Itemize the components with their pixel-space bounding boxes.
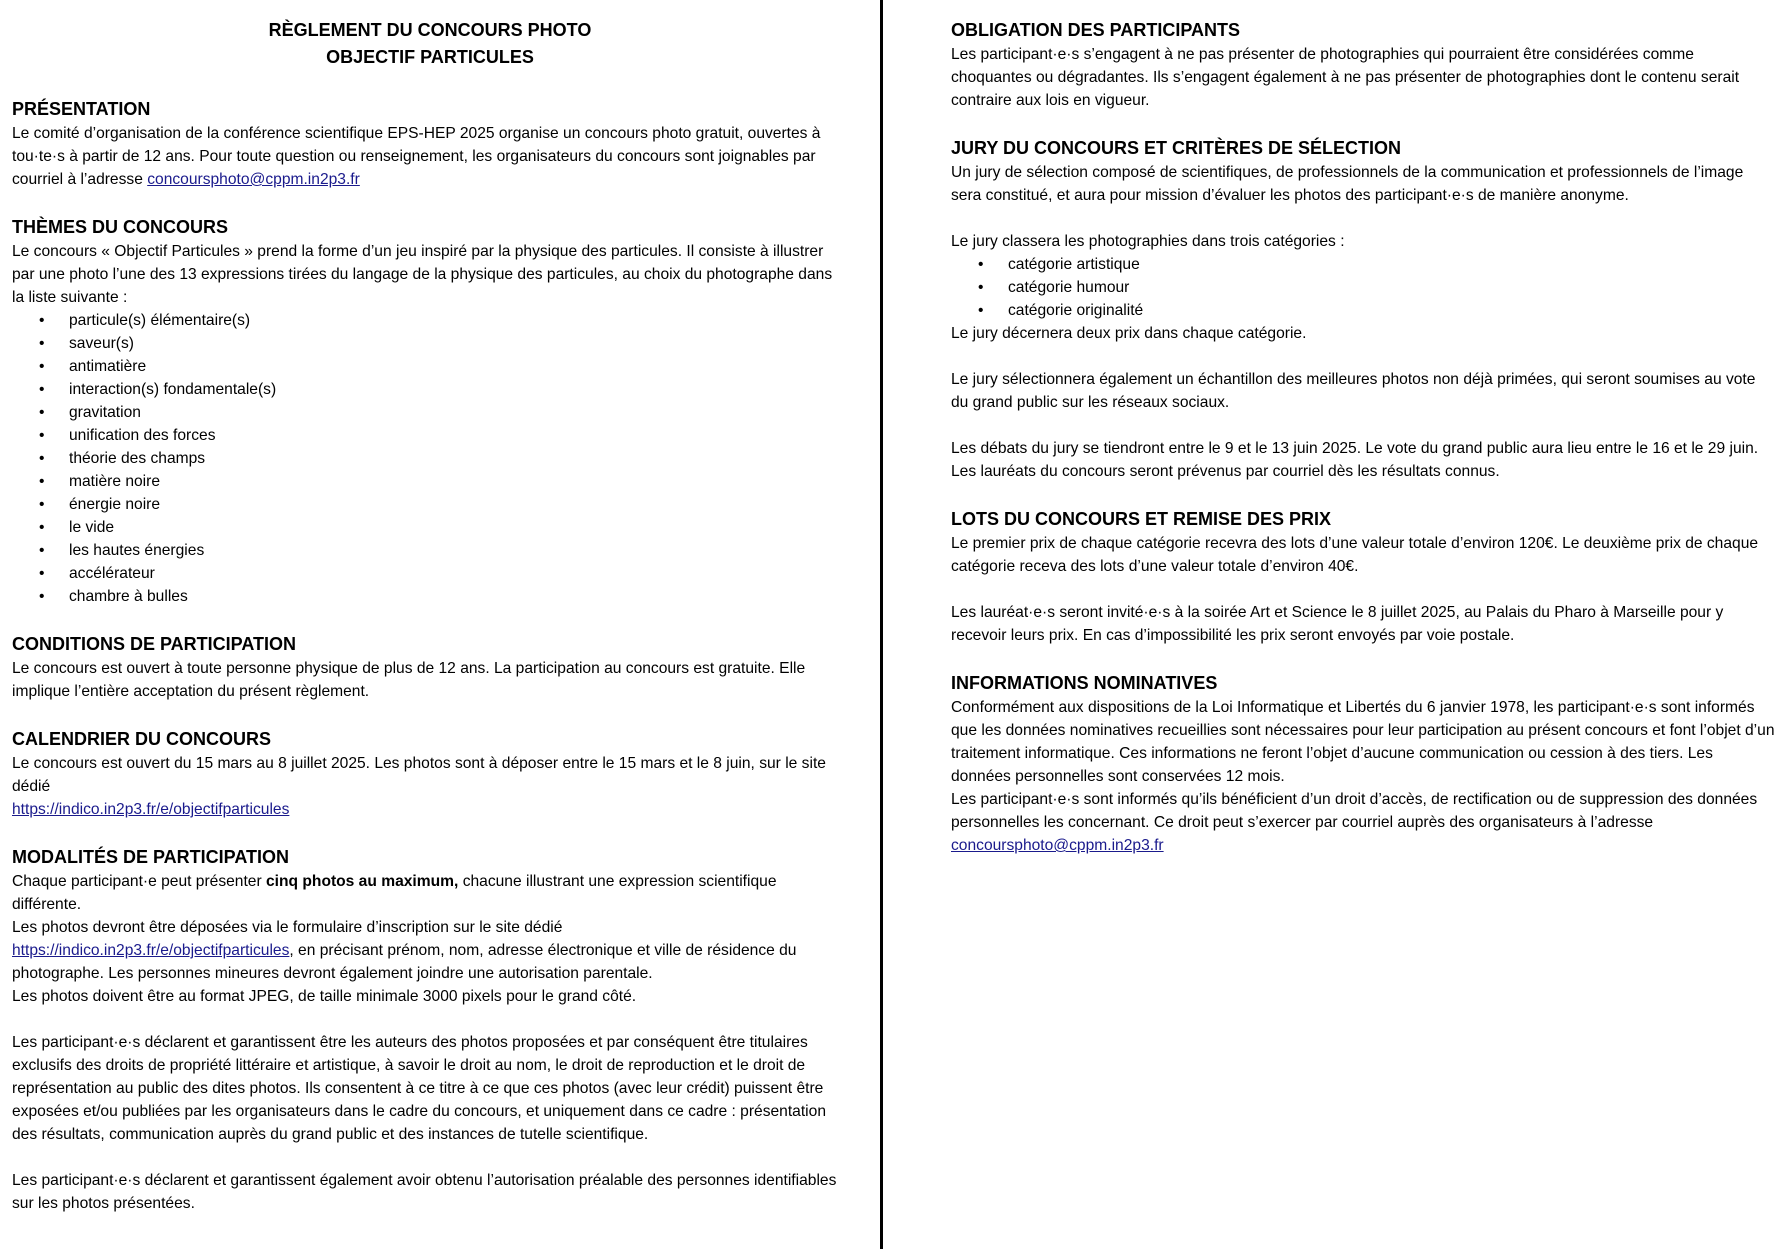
modalites-p1-start: Chaque participant·e peut présenter	[12, 873, 266, 890]
section-heading-presentation: PRÉSENTATION	[12, 99, 151, 119]
jury-paragraph-2: Le jury classera les photographies dans trois catégories :	[951, 233, 1345, 250]
informations-paragraph-1: Conformément aux dispositions de la Loi Informatique et Libertés du 6 janvier 1978, les participant·e·s sont informés que les données nominatives recueillies sont nécessaires pour leur participation au présent concours et font l’objet d’un traitement informatique. Ces informations ne feront l’objet d’aucune communication ou cession à des tiers. Les données personnelles sont conservées 12 mois.	[951, 699, 1775, 785]
section-heading-obligation: OBLIGATION DES PARTICIPANTS	[951, 20, 1241, 40]
section-modalites	[12, 844, 848, 1215]
informations-paragraph-2	[951, 788, 1777, 857]
document-title-line-2: OBJECTIF PARTICULES	[326, 47, 534, 67]
section-themes	[12, 214, 848, 608]
calendrier-link-line	[12, 798, 848, 821]
right-column	[951, 17, 1777, 857]
presentation-body: Le comité d’organisation de la conférence scientifique EPS-HEP 2025 organise un concours photo gratuit, ouvertes à tou·te·s à partir de 12 ans. Pour toute question ou renseignement, les organisateurs du concours sont joignables par courriel à l’adresse	[12, 125, 821, 188]
list-item: • théorie des champs	[12, 447, 848, 470]
list-item: • le vide	[12, 516, 848, 539]
modalites-p1-bold: cinq photos au maximum,	[266, 873, 459, 890]
section-conditions	[12, 631, 848, 703]
modalites-paragraph-2	[12, 916, 848, 985]
list-item: • interaction(s) fondamentale(s)	[12, 378, 848, 401]
jury-paragraph-4: Le jury sélectionnera également un échantillon des meilleures photos non déjà primées, qui seront soumises au vote du grand public sur les réseaux sociaux.	[951, 371, 1756, 411]
section-heading-informations: INFORMATIONS NOMINATIVES	[951, 673, 1218, 693]
left-column	[12, 17, 848, 1215]
section-presentation	[12, 96, 848, 191]
column-divider	[880, 0, 883, 1249]
jury-paragraph-5: Les débats du jury se tiendront entre le 9 et le 13 juin 2025. Le vote du grand public aura lieu entre le 16 et le 29 juin. Les lauréats du concours seront prévenus par courriel dès les résultats connus.	[951, 440, 1759, 480]
modalites-paragraph-3: Les photos doivent être au format JPEG, de taille minimale 3000 pixels pour le grand côté.	[12, 988, 637, 1005]
presentation-text	[12, 122, 848, 191]
informations-p2-body: Les participant·e·s sont informés qu’ils bénéficient d’un droit d’accès, de rectification ou de suppression des données personnelles les concernant. Ce droit peut s’exercer par courriel auprès des organisateurs à l’adresse	[951, 791, 1758, 831]
jury-paragraph-3: Le jury décernera deux prix dans chaque catégorie.	[951, 325, 1307, 342]
list-item: • unification des forces	[12, 424, 848, 447]
section-calendrier	[12, 726, 848, 821]
section-lots	[951, 506, 1777, 647]
obligation-text: Les participant·e·s s’engagent à ne pas présenter de photographies qui pourraient être considérées comme choquantes ou dégradantes. Ils s’engagent également à ne pas présenter de photographies dont le contenu serait contraire aux lois en vigueur.	[951, 46, 1740, 109]
section-heading-calendrier: CALENDRIER DU CONCOURS	[12, 729, 272, 749]
contact-email-link[interactable]: concoursphoto@cppm.in2p3.fr	[147, 171, 360, 188]
list-item: • énergie noire	[12, 493, 848, 516]
list-item: • catégorie originalité	[951, 299, 1777, 322]
section-heading-jury: JURY DU CONCOURS ET CRITÈRES DE SÉLECTION	[951, 138, 1402, 158]
modalites-p2-end: , en précisant prénom, nom, adresse électronique et ville de résidence du photographe. Les personnes mineures devront également joindre une autorisation parentale.	[12, 942, 797, 982]
indico-link[interactable]: https://indico.in2p3.fr/e/objectifparticules	[12, 801, 290, 818]
modalites-paragraph-1	[12, 870, 848, 916]
list-item: • accélérateur	[12, 562, 848, 585]
jury-categories-list	[951, 253, 1777, 322]
modalites-p1-end: chacune illustrant une expression scientifique différente.	[12, 873, 777, 913]
privacy-email-link[interactable]: concoursphoto@cppm.in2p3.fr	[951, 837, 1164, 854]
themes-intro: Le concours « Objectif Particules » prend la forme d’un jeu inspiré par la physique des particules. Il consiste à illustrer par une photo l’une des 13 expressions tirées du langage de la physique des particules, au choix du photographe dans la liste suivante :	[12, 243, 833, 306]
lots-paragraph-2: Les lauréat·e·s seront invité·e·s à la soirée Art et Science le 8 juillet 2025, au Palais du Pharo à Marseille pour y recevoir leurs prix. En cas d’impossibilité les prix seront envoyés par voie postale.	[951, 604, 1724, 644]
document-title	[12, 17, 848, 71]
list-item: • catégorie artistique	[951, 253, 1777, 276]
list-item: • catégorie humour	[951, 276, 1777, 299]
document-title-line-1: RÈGLEMENT DU CONCOURS PHOTO	[268, 20, 592, 40]
list-item: • les hautes énergies	[12, 539, 848, 562]
section-obligation	[951, 17, 1777, 112]
section-heading-lots: LOTS DU CONCOURS ET REMISE DES PRIX	[951, 509, 1332, 529]
section-heading-conditions: CONDITIONS DE PARTICIPATION	[12, 634, 297, 654]
list-item: • saveur(s)	[12, 332, 848, 355]
section-jury	[951, 135, 1777, 483]
lots-paragraph-1: Le premier prix de chaque catégorie recevra des lots d’une valeur totale d’environ 120€. Le deuxième prix de chaque catégorie receva des lots d’une valeur totale d’environ 40€.	[951, 535, 1759, 575]
themes-list	[12, 309, 848, 608]
calendrier-text: Le concours est ouvert du 15 mars au 8 juillet 2025. Les photos sont à déposer entre le 15 mars et le 8 juin, sur le site dédié	[12, 755, 826, 795]
section-informations	[951, 670, 1777, 857]
list-item: • chambre à bulles	[12, 585, 848, 608]
list-item: • matière noire	[12, 470, 848, 493]
modalites-p2-start: Les photos devront être déposées via le formulaire d’inscription sur le site dédié	[12, 919, 563, 936]
list-item: • particule(s) élémentaire(s)	[12, 309, 848, 332]
section-heading-modalites: MODALITÉS DE PARTICIPATION	[12, 847, 289, 867]
jury-paragraph-1: Un jury de sélection composé de scientifiques, de professionnels de la communication et professionnels de l’image sera constitué, et aura pour mission d’évaluer les photos des participant·e·s de manière anonyme.	[951, 164, 1744, 204]
indico-form-link[interactable]: https://indico.in2p3.fr/e/objectifparticules	[12, 942, 290, 959]
modalites-paragraph-5: Les participant·e·s déclarent et garantissent également avoir obtenu l’autorisation préalable des personnes identifiables sur les photos présentées.	[12, 1172, 837, 1212]
section-heading-themes: THÈMES DU CONCOURS	[12, 217, 229, 237]
list-item: • gravitation	[12, 401, 848, 424]
list-item: • antimatière	[12, 355, 848, 378]
modalites-paragraph-4: Les participant·e·s déclarent et garantissent être les auteurs des photos proposées et par conséquent être titulaires exclusifs des droits de propriété littéraire et artistique, à savoir le droit au nom, le droit de reproduction et le droit de représentation au public des dites photos. Ils consentent à ce titre à ce que ces photos (avec leur crédit) puissent être exposées et/ou publiées par les organisateurs dans le cadre du concours, et uniquement dans ce cadre : présentation des résultats, communication auprès du grand public et des instances de tutelle scientifique.	[12, 1034, 826, 1143]
conditions-text: Le concours est ouvert à toute personne physique de plus de 12 ans. La participation au concours est gratuite. Elle implique l’entière acceptation du présent règlement.	[12, 660, 806, 700]
